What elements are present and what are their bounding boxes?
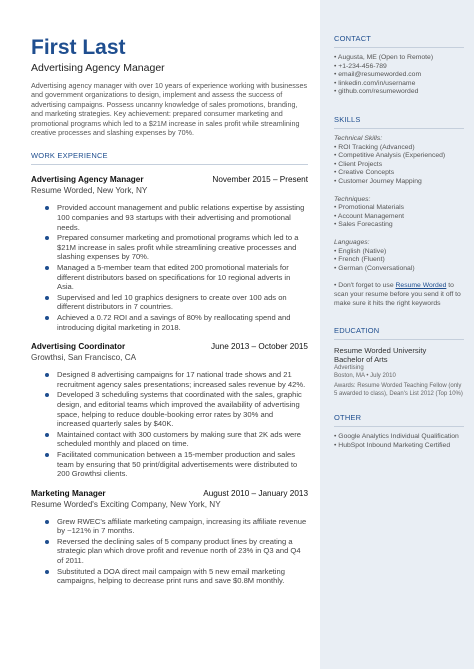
skill-group-label: Languages: xyxy=(334,238,370,246)
bullet-text: Reversed the declining sales of 5 company product lines by creating a strategic plan which drove profit and revenue north of 23% in Q3 and Q4 of 2011. xyxy=(57,536,301,566)
job-bullet xyxy=(45,313,308,332)
skill-item: • Account Management xyxy=(334,212,405,220)
other-item: • HubSpot Inbound Marketing Certified xyxy=(334,441,451,449)
bullet-dot-icon xyxy=(45,316,49,320)
job-role: Marketing Manager xyxy=(31,488,106,498)
section-divider xyxy=(334,47,464,48)
bullet-text: Achieved a 0.72 ROI and a savings of 80% by reallocating spend and introducing digital marketing in 2018. xyxy=(57,312,291,332)
job-bullet xyxy=(45,233,308,262)
skill-text: Promotional Materials xyxy=(338,204,405,212)
job-bullet xyxy=(45,567,308,586)
section-divider xyxy=(334,339,464,340)
bullet-text: Prepared consumer marketing and promotional programs which led to a $21M increase in sales profit while streamlining creative processes and slashing expenses by 70%. xyxy=(57,233,299,262)
job-header xyxy=(31,342,308,352)
contact-list xyxy=(334,54,464,97)
bullet-text: Managed a 5-member team that edited 200 promotional materials for different distributors based on specifications for 10 regional adverts in Asia. xyxy=(57,263,291,292)
skill-text: French (Fluent) xyxy=(338,256,385,264)
bullet-dot-icon xyxy=(45,266,49,270)
skill-item: • Promotional Materials xyxy=(334,204,405,212)
job-bullets xyxy=(31,370,308,479)
skill-item: • Creative Concepts xyxy=(334,169,395,177)
job-header xyxy=(31,175,308,185)
resume-worded-link[interactable]: Resume Worded xyxy=(395,282,447,290)
job-entry xyxy=(31,489,308,586)
job-role: Advertising Coordinator xyxy=(31,342,126,352)
bullet-text: Maintained contact with 300 customers by making sure that 2K ads were scheduled monthly and placed on time. xyxy=(57,429,301,449)
bullet-dot-icon xyxy=(45,393,49,397)
sidebar xyxy=(320,0,474,669)
job-bullet xyxy=(45,263,308,292)
bullet-text: Substituted a DOA direct mail campaign with 5 new email marketing campaigns, helping to decrease print runs and save $0.8M monthly. xyxy=(57,566,285,586)
bullet-text: Supervised and led 10 graphics designers to create over 100 ads on different distributors in 7 countries. xyxy=(57,292,287,312)
skill-text: Client Projects xyxy=(338,160,383,168)
job-entry xyxy=(31,342,308,479)
job-bullets xyxy=(31,203,308,332)
contact-item[interactable]: • +1-234-456-789 xyxy=(334,62,387,70)
job-bullet xyxy=(45,293,308,312)
job-header xyxy=(31,489,308,499)
section-divider xyxy=(334,426,464,427)
job-bullet xyxy=(45,370,308,389)
job-bullets xyxy=(31,517,308,586)
skill-text: ROI Tracking (Advanced) xyxy=(338,143,415,151)
bullet-text: Developed 3 scheduling systems that coordinated with the sales, graphic design, and editorial teams which improved the availability of advertising space, helping to reduce double-booking error rates by 30% and increased quarterly sales by $40K. xyxy=(57,390,302,429)
job-role: Advertising Agency Manager xyxy=(31,175,144,185)
note-text: to scan your resume before you send it off to make sure it hits the right keywords xyxy=(334,282,461,307)
other-list xyxy=(334,433,464,450)
job-company: Resume Worded, New York, NY xyxy=(31,186,148,196)
contact-text: +1-234-456-789 xyxy=(338,62,387,70)
job-company: Growthsi, San Francisco, CA xyxy=(31,353,137,363)
skill-list xyxy=(334,204,464,230)
bullet-dot-icon xyxy=(45,206,49,210)
skill-text: German (Conversational) xyxy=(338,264,415,272)
skill-list xyxy=(334,248,464,274)
skill-text: Sales Forecasting xyxy=(338,221,393,229)
summary-paragraph: Advertising agency manager with over 10 years of experience working with businesses and government organizations to design, implement and assess the success of advertising campaigns. Possess uncanny knowledge of sales promotions, branding, and marketing strategies. Key achievement: prepared consumer marketing and promotional programs which led to a $21M increase in sales profit while streamlining creative processes and slashing expenses by 70%. xyxy=(31,81,308,138)
jobs-list xyxy=(31,175,308,585)
section-divider xyxy=(334,128,464,129)
contact-item[interactable]: • Augusta, ME (Open to Remote) xyxy=(334,54,434,61)
skill-item: • German (Conversational) xyxy=(334,264,415,272)
skill-group xyxy=(334,196,464,230)
skill-text: English (Native) xyxy=(338,247,387,255)
education-degree: Bachelor of Arts xyxy=(334,355,388,365)
other-text: Google Analytics Individual Qualification xyxy=(338,433,459,441)
job-bullet xyxy=(45,390,308,428)
job-dates: August 2010 – January 2013 xyxy=(203,488,308,498)
skill-text: Account Management xyxy=(337,212,405,220)
education-school: Resume Worded University xyxy=(334,345,427,355)
skills-heading: SKILLS xyxy=(334,114,361,124)
contact-item[interactable]: • github.com/resumeworded xyxy=(334,88,419,96)
contact-item[interactable]: • email@resumeworded.com xyxy=(334,71,422,79)
skill-item: • Competitive Analysis (Experienced) xyxy=(334,152,446,160)
education-location-dates: Boston, MA • July 2010 xyxy=(334,372,396,379)
bullet-dot-icon xyxy=(45,540,49,544)
bullet-dot-icon xyxy=(45,373,49,377)
education-heading: EDUCATION xyxy=(334,325,380,335)
resume-worded-note: • Don't forget to use Resume Worded to scan your resume before you send it off to make sure it hits the right keywords xyxy=(334,282,461,307)
job-bullet xyxy=(45,430,308,449)
job-bullet xyxy=(45,517,308,536)
education-awards: Awards: Resume Worded Teaching Fellow (only 5 awarded to class), Dean's List 2012 (Top 10%) xyxy=(334,383,463,398)
bullet-text: Grew RWEC's affiliate marketing campaign, increasing its affiliate revenue by ~121% in 7 months. xyxy=(57,516,307,536)
skills-groups xyxy=(334,135,464,273)
bullet-dot-icon xyxy=(45,296,49,300)
skill-item: • Sales Forecasting xyxy=(334,221,393,229)
job-company: Resume Worded's Exciting Company, New York, NY xyxy=(31,499,221,509)
work-experience-heading: WORK EXPERIENCE xyxy=(31,151,108,161)
job-bullet xyxy=(45,450,308,479)
skill-group xyxy=(334,239,464,273)
skill-item: • ROI Tracking (Advanced) xyxy=(334,143,415,151)
skill-item: • Client Projects xyxy=(334,160,383,168)
skill-group-label: Technical Skills: xyxy=(334,134,383,142)
skill-group xyxy=(334,135,464,187)
contact-text: Augusta, ME (Open to Remote) xyxy=(337,54,434,61)
bullet-dot-icon xyxy=(45,520,49,524)
bullet-dot-icon xyxy=(45,453,49,457)
bullet-text: Facilitated communication between a 15-member production and sales team by ensuring that 50 print/digital advertisements were distributed to 200 Growthsi clients. xyxy=(57,449,298,479)
contact-item[interactable]: • linkedin.com/in/username xyxy=(334,79,416,87)
education-field: Advertising xyxy=(334,364,364,371)
skill-item: • Customer Journey Mapping xyxy=(334,177,422,185)
candidate-title: Advertising Agency Manager xyxy=(31,62,165,74)
skill-text: Competitive Analysis (Experienced) xyxy=(338,152,446,160)
other-text: HubSpot Inbound Marketing Certified xyxy=(338,441,451,449)
job-bullet xyxy=(45,537,308,566)
skill-list xyxy=(334,144,464,187)
job-bullet xyxy=(45,203,308,232)
skill-text: Customer Journey Mapping xyxy=(338,177,422,185)
skill-item: • English (Native) xyxy=(334,247,387,255)
section-divider xyxy=(31,164,308,165)
bullet-dot-icon xyxy=(45,433,49,437)
skill-item: • French (Fluent) xyxy=(334,256,385,264)
note-text: Don't forget to use xyxy=(338,282,396,290)
other-item: • Google Analytics Individual Qualification xyxy=(334,433,459,441)
candidate-name: First Last xyxy=(31,36,126,59)
contact-text: linkedin.com/in/username xyxy=(338,79,416,87)
other-heading: OTHER xyxy=(334,413,362,423)
bullet-text: Provided account management and public relations expertise by assisting 100 companies and 93 startups with their advertising and promotional needs. xyxy=(57,203,305,232)
contact-text: email@resumeworded.com xyxy=(338,71,422,79)
job-dates: November 2015 – Present xyxy=(212,175,308,185)
bullet-text: Designed 8 advertising campaigns for 17 national trade shows and 21 recruitment agency sales presentations; increased sales revenue by 42%. xyxy=(57,370,306,389)
skill-group-label: Techniques: xyxy=(334,195,371,203)
skill-text: Creative Concepts xyxy=(338,169,395,177)
job-dates: June 2013 – October 2015 xyxy=(211,342,308,352)
bullet-dot-icon xyxy=(45,570,49,574)
job-entry xyxy=(31,175,308,332)
contact-text: github.com/resumeworded xyxy=(338,88,419,96)
contact-heading: CONTACT xyxy=(334,34,372,43)
bullet-dot-icon xyxy=(45,236,49,240)
